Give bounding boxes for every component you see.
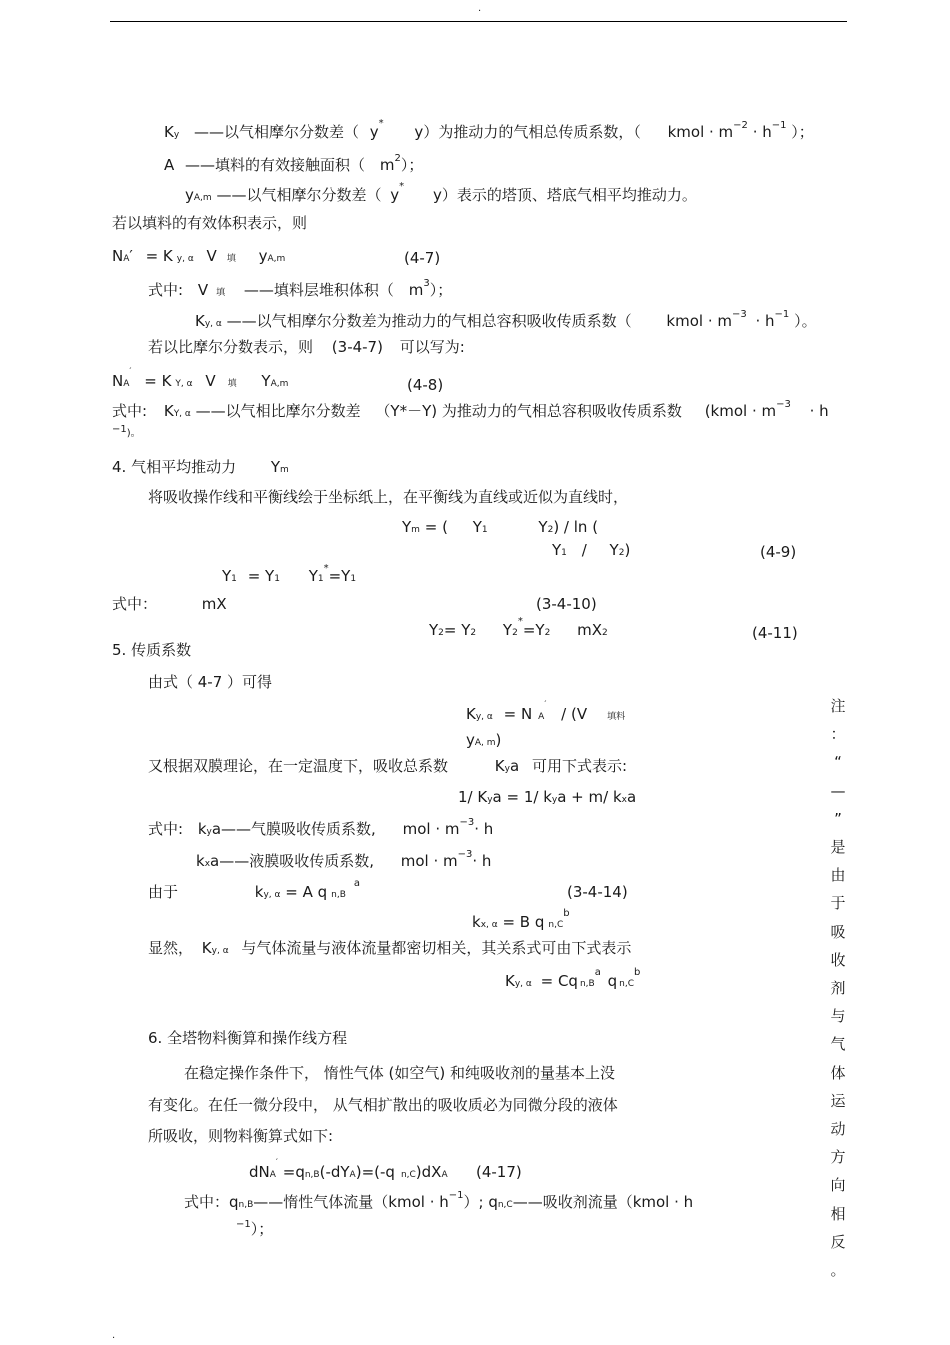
line-kxa-liquid-film <box>196 849 492 870</box>
sym-y: y <box>185 186 194 204</box>
side-note-char: 相 <box>830 1204 846 1223</box>
sub: 1 <box>274 574 280 584</box>
side-note-char: 反 <box>830 1232 846 1251</box>
text: 式中: <box>148 281 184 299</box>
exp: −1 <box>112 424 127 435</box>
text: 式中： <box>112 595 158 613</box>
unit: mol · m <box>402 820 460 838</box>
text: 为推动力的气相总容积吸收传质系数 <box>441 402 682 420</box>
sub: n,C <box>619 979 635 989</box>
sub: 填 <box>226 254 236 264</box>
op: ) <box>495 731 502 749</box>
sym-y: Y <box>270 458 281 476</box>
exp: 2 <box>394 153 401 164</box>
sym-y: y <box>466 731 475 749</box>
footer-dot: . <box>112 1330 116 1341</box>
op: = B q <box>502 913 545 931</box>
side-note-char: 。 <box>830 1261 846 1280</box>
sub: n,B <box>331 890 346 900</box>
header-dot: . <box>478 3 482 14</box>
sub: Y, α <box>173 409 191 419</box>
sym-y: Y <box>538 518 548 536</box>
exp: −3 <box>459 817 475 828</box>
text: 若以比摩尔分数表示，则 <box>148 338 314 356</box>
ref: (3-4-7) <box>331 338 383 356</box>
equation-correlation <box>505 967 641 990</box>
sub: A <box>441 1170 448 1180</box>
star: * <box>399 181 405 192</box>
side-note-char: 注 <box>830 697 846 715</box>
sym-y: Y <box>261 372 271 390</box>
sym-y: Y <box>552 541 562 559</box>
text: ）为推动力的气相总传质系数，（ <box>423 123 641 141</box>
unit: · h <box>752 123 772 141</box>
equation-resistance <box>458 788 636 806</box>
section-4-title <box>112 458 289 476</box>
sub: 2 <box>438 628 444 638</box>
exp: −1 <box>236 1219 251 1230</box>
sub: y <box>551 795 558 805</box>
line-flow-definition <box>184 1190 694 1211</box>
sym-k: k <box>472 913 481 931</box>
text: 式中：q <box>184 1193 239 1211</box>
sub: n,C <box>400 1170 416 1180</box>
text: a <box>626 788 637 806</box>
paragraph: 所吸收，则物料衡算式如下: <box>148 1127 334 1145</box>
heading: 4. 气相平均推动力 <box>112 458 237 476</box>
sym-v: V <box>206 247 217 265</box>
line-unit-continued <box>112 424 141 440</box>
op: = Y <box>247 567 275 585</box>
equation-4-9-line2 <box>552 541 630 559</box>
text: 可以写为: <box>399 338 465 356</box>
sub: 1 <box>481 525 488 535</box>
text: ——以气相摩尔分数差为推动力的气相总容积吸收传质系数（ <box>226 312 632 330</box>
text: ）； <box>791 123 814 141</box>
equation-number: (3-4-14) <box>567 883 628 901</box>
line-unit-continued <box>236 1220 273 1238</box>
prime: ′ <box>129 247 133 265</box>
unit: · h <box>809 402 829 420</box>
exp: −1 <box>774 309 790 320</box>
sub: A <box>538 712 545 722</box>
text: ）; q <box>463 1193 498 1211</box>
exp: a <box>353 878 361 889</box>
section-6-title: 6. 全塔物料衡算和操作线方程 <box>148 1029 348 1047</box>
op: / (V <box>561 705 588 723</box>
equation-3-4-14 <box>148 878 361 901</box>
sym-v: V <box>197 281 209 299</box>
side-note-char: 方 <box>830 1148 846 1167</box>
sub: 1 <box>231 574 237 584</box>
text: （Y*－Y) <box>375 402 438 420</box>
exp: −3 <box>457 849 473 860</box>
sym-k: K <box>494 757 505 775</box>
sub: A,m <box>270 379 289 389</box>
text: ——以气相摩尔分数差（ <box>216 186 382 204</box>
exp: −1 <box>771 120 787 131</box>
op: =Y <box>522 621 545 639</box>
equation-kya-denominator <box>466 731 501 749</box>
equation-number: (4-17) <box>476 1163 522 1181</box>
line-kya-definition <box>195 309 817 330</box>
sub: y <box>206 827 212 837</box>
side-note-char: 向 <box>830 1176 846 1195</box>
unit: m <box>379 156 395 174</box>
sym-y: Y <box>308 567 318 585</box>
sub: n,C <box>548 920 564 930</box>
sub: m <box>280 465 289 475</box>
op: ) / ln ( <box>553 518 599 536</box>
exp: 3 <box>423 278 430 289</box>
text: 式中: <box>112 402 148 420</box>
equation-y1 <box>222 563 357 585</box>
text: ）； <box>400 156 424 174</box>
text: ——以气相比摩尔分数差 <box>195 402 361 420</box>
side-note-char: 动 <box>830 1120 846 1139</box>
equation-number: (4-8) <box>407 376 444 394</box>
side-note-char: 是 <box>830 838 846 857</box>
exp: −2 <box>733 120 748 131</box>
prime: ′ <box>129 367 132 377</box>
side-note-char: 与 <box>830 1007 846 1026</box>
sub: Y, α <box>175 379 193 389</box>
star: * <box>517 616 523 627</box>
sub: y <box>487 795 493 805</box>
sym-a: a <box>509 757 520 775</box>
side-note-char: 剂 <box>830 979 846 998</box>
sub: 1 <box>561 548 567 558</box>
op: / <box>581 541 587 559</box>
sub: y <box>173 130 180 140</box>
sub: n,B <box>238 1200 254 1210</box>
paragraph: 若以填料的有效体积表示，则 <box>112 214 308 232</box>
sub: m <box>411 525 420 535</box>
text: ——填料的有效接触面积（ <box>185 156 366 174</box>
sym-n: N <box>112 247 124 265</box>
sym-k: K <box>195 312 205 330</box>
side-note-char: 收 <box>830 950 846 969</box>
equation-4-7 <box>112 247 285 265</box>
sub: y, α <box>204 319 222 329</box>
sub: x, α <box>480 920 498 930</box>
sym-y: y <box>258 247 268 265</box>
equation-number: (4-9) <box>760 543 797 561</box>
paragraph-two-film <box>148 757 627 775</box>
text: 由于 <box>148 883 179 901</box>
unit: · h <box>472 852 492 870</box>
text: a——液膜吸收传质系数, <box>210 852 374 870</box>
line-a-definition <box>164 153 424 174</box>
sym-mx: mX <box>201 595 227 613</box>
line-kya-gas-film <box>148 817 494 838</box>
text: 与气体流量与液体流量都密切相关，其关系式可由下式表示 <box>241 939 632 957</box>
op: ) <box>624 541 631 559</box>
equation-4-9-line1 <box>402 518 598 536</box>
sym-y: y <box>432 186 442 204</box>
op: =Y <box>328 567 351 585</box>
sub: y, α <box>514 979 532 989</box>
side-note-char: — <box>830 781 846 800</box>
sub: A <box>349 1170 356 1180</box>
sym-y: Y <box>402 518 412 536</box>
side-note-char: 气 <box>830 1035 846 1054</box>
exp: −3 <box>731 309 747 320</box>
text: ）； <box>250 1220 274 1238</box>
sym-k: K <box>201 939 212 957</box>
equation-where <box>112 595 227 613</box>
sym-q: q <box>607 972 618 990</box>
unit: m <box>408 281 424 299</box>
sub: y, α <box>475 712 493 722</box>
sub: 填 <box>227 379 237 389</box>
side-note-char: 运 <box>830 1091 846 1110</box>
text: ——填料层堆积体积（ <box>243 281 394 299</box>
sub: A <box>123 254 130 264</box>
sym-k: K <box>505 972 515 990</box>
exp: −1 <box>448 1190 464 1201</box>
sub: n,B <box>579 979 595 989</box>
side-note-char: 吸 <box>830 922 846 941</box>
sub: 1 <box>317 574 324 584</box>
paragraph: 由式（ 4-7 ）可得 <box>148 673 273 691</box>
sym-k: K <box>163 402 174 420</box>
header-rule <box>110 21 847 22</box>
sym-mx: mX <box>577 621 602 639</box>
op: = Y <box>443 621 471 639</box>
exp: b <box>634 967 641 978</box>
sub: n,B <box>304 1170 320 1180</box>
unit: · h <box>755 312 775 330</box>
sym-a: A <box>164 156 175 174</box>
sub: A <box>269 1170 276 1180</box>
sub: 填料 <box>607 712 626 722</box>
sub: 2 <box>544 628 551 638</box>
sym-y: y <box>390 186 400 204</box>
text: ——吸收剂流量（kmol · h <box>512 1193 694 1211</box>
paragraph-relation <box>148 939 631 957</box>
text: )=(-q <box>355 1163 395 1181</box>
sym-n: N <box>112 372 124 390</box>
sub: A,m <box>193 193 212 203</box>
equation-number: (3-4-10) <box>536 595 597 613</box>
prime: ′ <box>544 700 547 710</box>
star: * <box>323 563 329 574</box>
sym-v: V <box>205 372 216 390</box>
sym-k: K <box>164 123 174 141</box>
sym-k: k <box>196 852 205 870</box>
sym-y: y <box>369 123 379 141</box>
equation-y2 <box>429 616 608 639</box>
sub: A,m <box>267 254 286 264</box>
sub: 2 <box>547 525 554 535</box>
text: a + m/ k <box>557 788 622 806</box>
text: ）； <box>429 281 453 299</box>
star: * <box>378 118 384 129</box>
sub: 2 <box>618 548 625 558</box>
op: = K <box>145 247 173 265</box>
side-note-char: 于 <box>830 894 846 913</box>
side-note-char: 体 <box>830 1063 846 1082</box>
sub: y, α <box>176 254 194 264</box>
text: dN <box>249 1163 270 1181</box>
text: 1/ K <box>458 788 488 806</box>
text: ）表示的塔顶、塔底气相平均推动力。 <box>441 186 697 204</box>
sub: 填 <box>216 288 226 298</box>
paragraph: 在稳定操作条件下， 惰性气体 (如空气) 和纯吸收剂的量基本上没 <box>184 1064 616 1082</box>
sub: 2 <box>470 628 477 638</box>
text: ）。 <box>794 312 817 330</box>
text: 可用下式表示: <box>531 757 628 775</box>
sym-k: k <box>254 883 264 901</box>
sub: y, α <box>263 890 281 900</box>
op: = Cq <box>540 972 578 990</box>
sub: n,C <box>497 1200 513 1210</box>
paragraph: 将吸收操作线和平衡线绘于坐标纸上，在平衡线为直线或近似为直线时， <box>148 488 629 506</box>
equation-kya <box>466 700 626 723</box>
op: = N <box>503 705 533 723</box>
op: =q <box>282 1163 305 1181</box>
unit: kmol · m <box>666 312 732 330</box>
side-note-char: 由 <box>830 866 846 885</box>
unit: kmol · m <box>667 123 734 141</box>
line-ky-definition <box>164 118 814 141</box>
text: a = 1/ k <box>492 788 552 806</box>
side-note-char: ” <box>834 809 842 828</box>
equation-4-17 <box>249 1158 448 1181</box>
sub: x <box>204 859 211 869</box>
line-yam-definition <box>185 181 697 204</box>
sym-y: Y <box>222 567 232 585</box>
side-note-char: “ <box>834 753 842 772</box>
line-v-definition <box>148 278 453 299</box>
sym-y: y <box>414 123 424 141</box>
side-note <box>828 692 848 1284</box>
sub: x <box>621 795 627 805</box>
sub: A, m <box>474 738 496 748</box>
text: )。 <box>126 428 141 439</box>
text: 显然， <box>148 939 194 957</box>
text: 又根据双膜理论，在一定温度下，吸收总系数 <box>148 757 449 775</box>
text: (-dY <box>319 1163 350 1181</box>
sub: y, α <box>211 946 229 956</box>
op: = ( <box>424 518 448 536</box>
equation-number: (4-7) <box>404 249 441 267</box>
sym-y: Y <box>472 518 482 536</box>
unit: (kmol · m <box>704 402 777 420</box>
section-5-title: 5. 传质系数 <box>112 641 192 659</box>
equation-4-8 <box>112 367 289 390</box>
unit: · h <box>474 820 494 838</box>
equation-kxa <box>472 908 570 931</box>
op: = K <box>144 372 172 390</box>
op: = A q <box>285 883 328 901</box>
exp: −3 <box>776 399 791 410</box>
text: 式中: <box>148 820 184 838</box>
exp: a <box>594 967 601 978</box>
sym-y: Y <box>429 621 439 639</box>
exp: b <box>563 908 570 919</box>
sub: 1 <box>350 574 357 584</box>
equation-number: (4-11) <box>752 624 798 642</box>
sym-y: Y <box>502 621 513 639</box>
line-kYa-definition <box>112 399 829 420</box>
sym-k: K <box>466 705 476 723</box>
side-note-char: ： <box>830 725 846 744</box>
line-ratio-form <box>148 338 465 356</box>
sub: 2 <box>512 628 518 638</box>
paragraph: 有变化。在任一微分段中， 从气相扩散出的吸收质必为同微分段的液体 <box>148 1096 618 1114</box>
sub: A <box>123 379 130 389</box>
text: )dX <box>415 1163 442 1181</box>
text: a——气膜吸收传质系数, <box>211 820 376 838</box>
text: ——以气相摩尔分数差（ <box>193 123 359 141</box>
unit: mol · m <box>400 852 458 870</box>
sub: 2 <box>601 628 608 638</box>
text: ——惰性气体流量（kmol · h <box>253 1193 449 1211</box>
sub: y <box>504 764 510 774</box>
sym-k: k <box>197 820 207 838</box>
prime: ′ <box>275 1158 278 1168</box>
sym-y: Y <box>609 541 619 559</box>
